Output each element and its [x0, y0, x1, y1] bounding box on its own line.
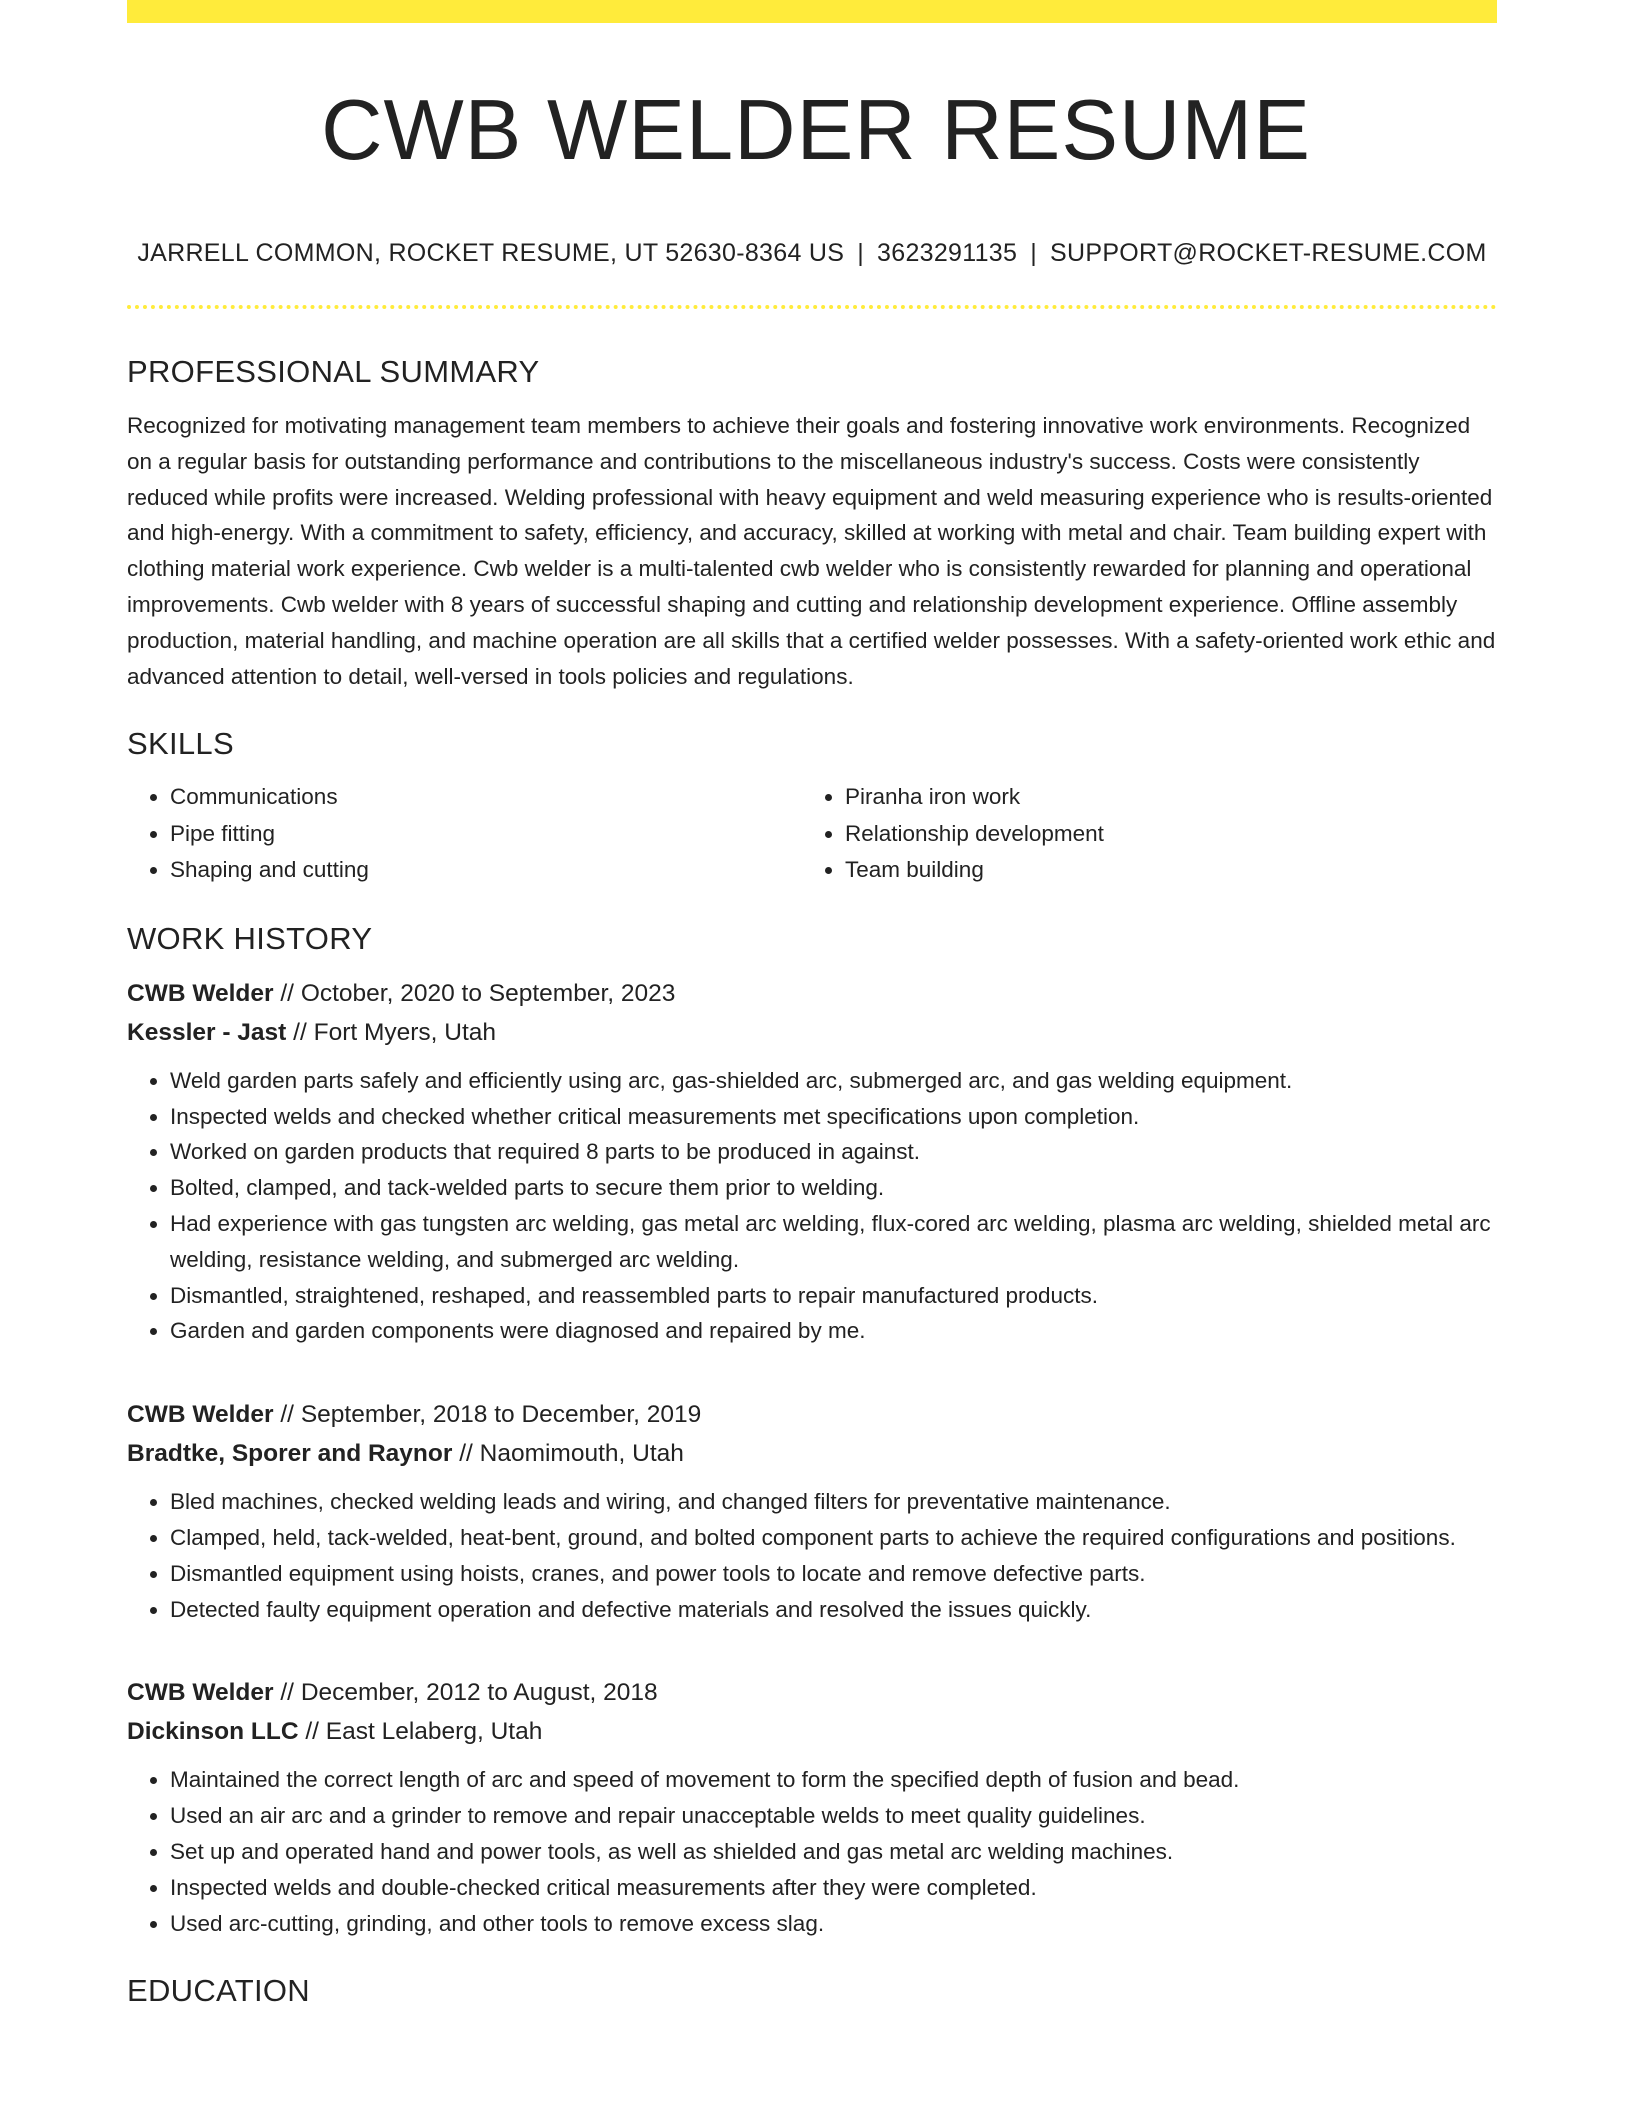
- job-bullet: • Bolted, clamped, and tack-welded parts to secure them prior to welding.: [170, 1170, 1497, 1206]
- job-company: Dickinson LLC: [127, 1718, 299, 1746]
- work-history-heading: WORK HISTORY: [127, 920, 373, 956]
- job-separator: //: [305, 1718, 319, 1746]
- education-heading: EDUCATION: [127, 1973, 310, 2009]
- job-bullet: • Weld garden parts safely and efficiently using arc, gas-shielded arc, submerged arc, and gas welding equipment.: [170, 1063, 1497, 1099]
- skills-list: [127, 779, 1497, 889]
- contact-separator: |: [857, 239, 865, 267]
- job-bullet: • Dismantled, straightened, reshaped, and reassembled parts to repair manufactured products.: [170, 1278, 1497, 1314]
- job-dates: December, 2012 to August, 2018: [300, 1679, 658, 1707]
- job-title-line: [127, 1395, 1497, 1434]
- resume-title: CWB WELDER RESUME: [321, 83, 1311, 178]
- skill-item: • Shaping and cutting: [170, 852, 802, 889]
- contact-email: SUPPORT@ROCKET-RESUME.COM: [1050, 239, 1487, 267]
- job-bullets: [127, 1484, 1497, 1627]
- job-bullet: • Garden and garden components were diagnosed and repaired by me.: [170, 1313, 1497, 1349]
- skill-item: • Piranha iron work: [845, 779, 1477, 816]
- job-title-line: [127, 1673, 1497, 1712]
- job-bullet: • Dismantled equipment using hoists, cranes, and power tools to locate and remove defective parts.: [170, 1556, 1497, 1592]
- job-company-line: [127, 1013, 1497, 1052]
- job-bullet: • Maintained the correct length of arc and speed of movement to form the specified depth of fusion and bead.: [170, 1762, 1497, 1798]
- job-bullets: [127, 1063, 1497, 1349]
- job-entry: [127, 1673, 1497, 1941]
- job-bullets: [127, 1762, 1497, 1941]
- job-bullet: • Inspected welds and double-checked critical measurements after they were completed.: [170, 1870, 1497, 1906]
- job-separator: //: [280, 1679, 294, 1707]
- job-location: East Lelaberg, Utah: [325, 1718, 543, 1746]
- job-title-line: [127, 974, 1497, 1013]
- job-entry: [127, 1395, 1497, 1627]
- summary-text: Recognized for motivating management team members to achieve their goals and fostering innovative work environments. Recognized on a regular basis for outstanding performance and contributions to the miscellaneous industry's success. Costs were consistently reduced while profits were increased. Welding professional with heavy equipment and weld measuring experience who is results-oriented and high-energy. With a commitment to safety, efficiency, and accuracy, skilled at working with metal and chair. Team building expert with clothing material work experience. Cwb welder is a multi-talented cwb welder who is consistently rewarded for planning and operational improvements. Cwb welder with 8 years of successful shaping and cutting and relationship development experience. Offline assembly production, material handling, and machine operation are all skills that a certified welder possesses. With a safety-oriented work ethic and advanced attention to detail, well-versed in tools policies and regulations.: [127, 413, 1496, 689]
- job-separator: //: [293, 1018, 307, 1046]
- job-company: Kessler - Jast: [127, 1018, 287, 1046]
- skill-item: • Team building: [845, 852, 1477, 889]
- job-title: CWB Welder: [127, 1401, 274, 1429]
- job-company-line: [127, 1712, 1497, 1751]
- job-bullet: • Set up and operated hand and power tools, as well as shielded and gas metal arc welding machines.: [170, 1834, 1497, 1870]
- job-entry: [127, 974, 1497, 1349]
- job-separator: //: [280, 979, 294, 1007]
- job-bullet: • Detected faulty equipment operation and defective materials and resolved the issues quickly.: [170, 1592, 1497, 1628]
- skills-column-left: [127, 779, 802, 889]
- summary-heading: PROFESSIONAL SUMMARY: [127, 354, 540, 389]
- job-separator: //: [459, 1440, 473, 1468]
- accent-top-bar: [127, 0, 1497, 23]
- job-title: CWB Welder: [127, 979, 274, 1007]
- header-divider: [127, 305, 1497, 309]
- skills-heading: SKILLS: [127, 726, 234, 762]
- job-bullet: • Used an air arc and a grinder to remove and repair unacceptable welds to meet quality guidelines.: [170, 1798, 1497, 1834]
- skills-column-right: [802, 779, 1477, 889]
- job-separator: //: [280, 1401, 294, 1429]
- contact-phone: 3623291135: [877, 239, 1018, 267]
- job-bullet: • Bled machines, checked welding leads and wiring, and changed filters for preventative maintenance.: [170, 1484, 1497, 1520]
- job-location: Naomimouth, Utah: [479, 1440, 684, 1468]
- job-title: CWB Welder: [127, 1679, 274, 1707]
- contact-address: JARRELL COMMON, ROCKET RESUME, UT 52630-8364 US: [137, 239, 845, 267]
- job-bullet: • Inspected welds and checked whether critical measurements met specifications upon completion.: [170, 1099, 1497, 1135]
- contact-line: [127, 236, 1497, 270]
- skill-item: • Pipe fitting: [170, 816, 802, 853]
- job-company-line: [127, 1434, 1497, 1473]
- job-bullet: • Had experience with gas tungsten arc welding, gas metal arc welding, flux-cored arc welding, plasma arc welding, shielded metal arc welding, resistance welding, and submerged arc welding.: [170, 1206, 1497, 1278]
- job-company: Bradtke, Sporer and Raynor: [127, 1440, 453, 1468]
- job-bullet: • Clamped, held, tack-welded, heat-bent, ground, and bolted component parts to achieve the required configurations and positions.: [170, 1520, 1497, 1556]
- resume-body: [127, 350, 1497, 2013]
- contact-separator: |: [1030, 239, 1038, 267]
- skill-item: • Communications: [170, 779, 802, 816]
- job-bullet: • Used arc-cutting, grinding, and other tools to remove excess slag.: [170, 1906, 1497, 1942]
- skill-item: • Relationship development: [845, 816, 1477, 853]
- job-bullet: • Worked on garden products that required 8 parts to be produced in against.: [170, 1134, 1497, 1170]
- job-location: Fort Myers, Utah: [313, 1018, 497, 1046]
- job-dates: September, 2018 to December, 2019: [300, 1401, 702, 1429]
- job-dates: October, 2020 to September, 2023: [300, 979, 676, 1007]
